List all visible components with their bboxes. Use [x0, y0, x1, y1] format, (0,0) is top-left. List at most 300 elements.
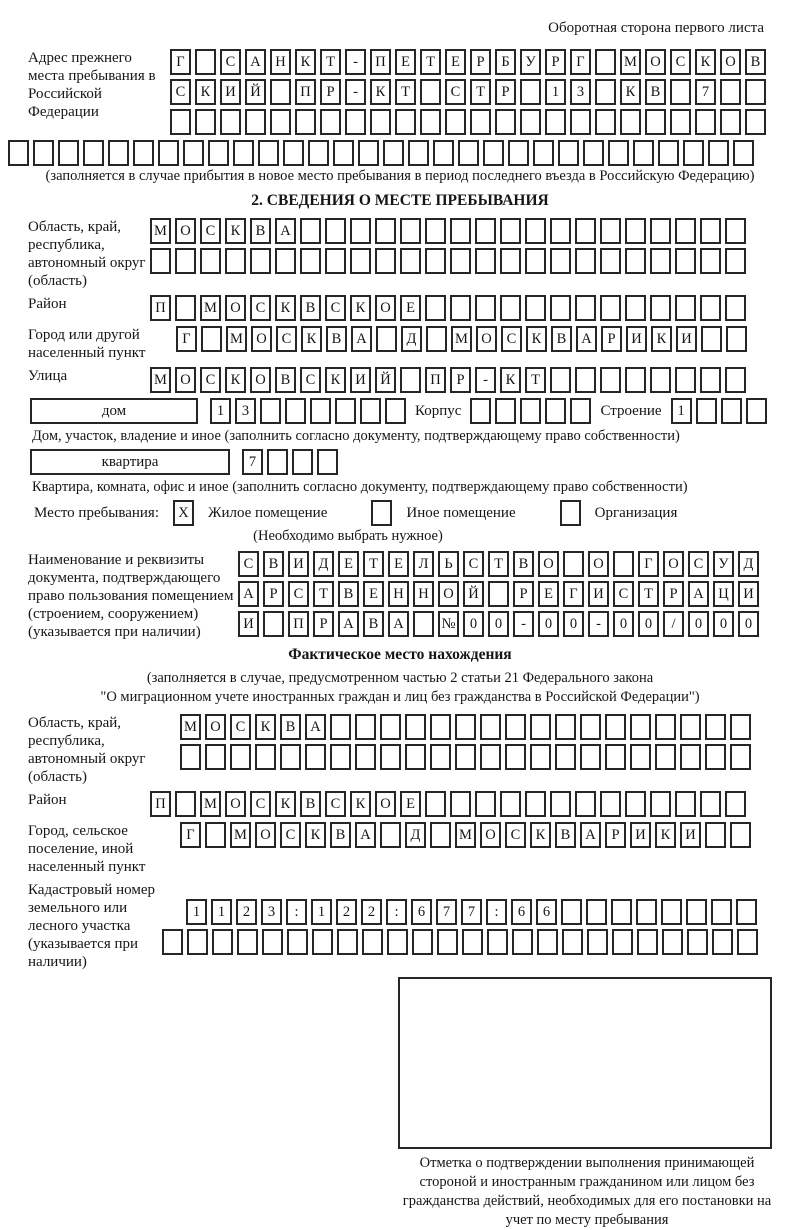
- char-cell[interactable]: [558, 140, 579, 166]
- char-cell[interactable]: [162, 929, 183, 955]
- char-cell[interactable]: [600, 295, 621, 321]
- char-cell[interactable]: 6: [511, 899, 532, 925]
- char-cell[interactable]: [295, 109, 316, 135]
- char-cell[interactable]: [708, 140, 729, 166]
- char-cell[interactable]: [450, 218, 471, 244]
- fact-gorod-row[interactable]: [180, 822, 751, 848]
- char-cell[interactable]: -: [588, 611, 609, 637]
- char-cell[interactable]: 0: [563, 611, 584, 637]
- char-cell[interactable]: [430, 714, 451, 740]
- char-cell[interactable]: [380, 744, 401, 770]
- char-cell[interactable]: [725, 248, 746, 274]
- char-cell[interactable]: [285, 398, 306, 424]
- dom-cells[interactable]: [210, 398, 406, 424]
- char-cell[interactable]: Г: [638, 551, 659, 577]
- char-cell[interactable]: [187, 929, 208, 955]
- char-cell[interactable]: [650, 248, 671, 274]
- char-cell[interactable]: И: [350, 367, 371, 393]
- char-cell[interactable]: [405, 714, 426, 740]
- char-cell[interactable]: В: [280, 714, 301, 740]
- char-cell[interactable]: [83, 140, 104, 166]
- char-cell[interactable]: [625, 367, 646, 393]
- char-cell[interactable]: [33, 140, 54, 166]
- char-cell[interactable]: Р: [605, 822, 626, 848]
- char-cell[interactable]: О: [175, 367, 196, 393]
- char-cell[interactable]: [320, 109, 341, 135]
- char-cell[interactable]: [562, 929, 583, 955]
- char-cell[interactable]: [195, 109, 216, 135]
- char-cell[interactable]: С: [325, 295, 346, 321]
- char-cell[interactable]: [437, 929, 458, 955]
- char-cell[interactable]: Г: [170, 49, 191, 75]
- char-cell[interactable]: [637, 929, 658, 955]
- ulitsa-row[interactable]: [150, 367, 746, 393]
- char-cell[interactable]: [525, 295, 546, 321]
- char-cell[interactable]: [175, 248, 196, 274]
- char-cell[interactable]: В: [263, 551, 284, 577]
- char-cell[interactable]: М: [226, 326, 247, 352]
- char-cell[interactable]: [275, 248, 296, 274]
- checkbox-inoe[interactable]: [371, 500, 392, 526]
- char-cell[interactable]: К: [275, 791, 296, 817]
- char-cell[interactable]: -: [475, 367, 496, 393]
- char-cell[interactable]: [520, 79, 541, 105]
- char-cell[interactable]: [700, 248, 721, 274]
- char-cell[interactable]: [705, 822, 726, 848]
- char-cell[interactable]: [700, 218, 721, 244]
- char-cell[interactable]: С: [688, 551, 709, 577]
- document-row-3[interactable]: [238, 611, 759, 637]
- char-cell[interactable]: М: [150, 367, 171, 393]
- char-cell[interactable]: [387, 929, 408, 955]
- char-cell[interactable]: [425, 248, 446, 274]
- char-cell[interactable]: [355, 714, 376, 740]
- char-cell[interactable]: 6: [536, 899, 557, 925]
- char-cell[interactable]: 1: [211, 899, 232, 925]
- char-cell[interactable]: Д: [738, 551, 759, 577]
- char-cell[interactable]: [625, 295, 646, 321]
- prev-address-row-1[interactable]: [170, 49, 766, 75]
- char-cell[interactable]: [650, 218, 671, 244]
- char-cell[interactable]: О: [480, 822, 501, 848]
- char-cell[interactable]: С: [170, 79, 191, 105]
- char-cell[interactable]: В: [645, 79, 666, 105]
- char-cell[interactable]: [550, 218, 571, 244]
- gorod-row[interactable]: [176, 326, 747, 352]
- char-cell[interactable]: 3: [570, 79, 591, 105]
- char-cell[interactable]: [455, 744, 476, 770]
- char-cell[interactable]: [133, 140, 154, 166]
- char-cell[interactable]: [470, 398, 491, 424]
- char-cell[interactable]: [675, 791, 696, 817]
- stroenie-cells[interactable]: [671, 398, 767, 424]
- char-cell[interactable]: К: [370, 79, 391, 105]
- char-cell[interactable]: И: [676, 326, 697, 352]
- char-cell[interactable]: [500, 218, 521, 244]
- char-cell[interactable]: [500, 791, 521, 817]
- char-cell[interactable]: [683, 140, 704, 166]
- char-cell[interactable]: [550, 248, 571, 274]
- char-cell[interactable]: [636, 899, 657, 925]
- char-cell[interactable]: М: [200, 791, 221, 817]
- char-cell[interactable]: [730, 822, 751, 848]
- char-cell[interactable]: 0: [688, 611, 709, 637]
- char-cell[interactable]: Р: [601, 326, 622, 352]
- char-cell[interactable]: [580, 714, 601, 740]
- char-cell[interactable]: А: [238, 581, 259, 607]
- char-cell[interactable]: [580, 744, 601, 770]
- char-cell[interactable]: [395, 109, 416, 135]
- char-cell[interactable]: [570, 398, 591, 424]
- char-cell[interactable]: [480, 714, 501, 740]
- char-cell[interactable]: С: [200, 218, 221, 244]
- char-cell[interactable]: Н: [413, 581, 434, 607]
- char-cell[interactable]: [725, 295, 746, 321]
- char-cell[interactable]: [280, 744, 301, 770]
- char-cell[interactable]: 0: [488, 611, 509, 637]
- char-cell[interactable]: [586, 899, 607, 925]
- char-cell[interactable]: Л: [413, 551, 434, 577]
- korpus-cells[interactable]: [470, 398, 591, 424]
- char-cell[interactable]: С: [220, 49, 241, 75]
- char-cell[interactable]: [300, 248, 321, 274]
- char-cell[interactable]: Р: [513, 581, 534, 607]
- char-cell[interactable]: [680, 744, 701, 770]
- char-cell[interactable]: [725, 218, 746, 244]
- char-cell[interactable]: М: [455, 822, 476, 848]
- char-cell[interactable]: [675, 218, 696, 244]
- char-cell[interactable]: Е: [400, 295, 421, 321]
- char-cell[interactable]: 1: [671, 398, 692, 424]
- char-cell[interactable]: [458, 140, 479, 166]
- char-cell[interactable]: [362, 929, 383, 955]
- fact-oblast-row-1[interactable]: [180, 714, 751, 740]
- char-cell[interactable]: [383, 140, 404, 166]
- char-cell[interactable]: [500, 248, 521, 274]
- char-cell[interactable]: [258, 140, 279, 166]
- char-cell[interactable]: [412, 929, 433, 955]
- char-cell[interactable]: [330, 714, 351, 740]
- char-cell[interactable]: О: [225, 791, 246, 817]
- char-cell[interactable]: [711, 899, 732, 925]
- char-cell[interactable]: [505, 714, 526, 740]
- char-cell[interactable]: [445, 109, 466, 135]
- char-cell[interactable]: [475, 248, 496, 274]
- char-cell[interactable]: В: [551, 326, 572, 352]
- char-cell[interactable]: О: [438, 581, 459, 607]
- char-cell[interactable]: [705, 714, 726, 740]
- char-cell[interactable]: А: [245, 49, 266, 75]
- char-cell[interactable]: [420, 79, 441, 105]
- char-cell[interactable]: В: [330, 822, 351, 848]
- char-cell[interactable]: П: [295, 79, 316, 105]
- char-cell[interactable]: О: [588, 551, 609, 577]
- char-cell[interactable]: [745, 79, 766, 105]
- char-cell[interactable]: И: [220, 79, 241, 105]
- char-cell[interactable]: С: [463, 551, 484, 577]
- char-cell[interactable]: [335, 398, 356, 424]
- char-cell[interactable]: О: [225, 295, 246, 321]
- char-cell[interactable]: [620, 109, 641, 135]
- char-cell[interactable]: [720, 109, 741, 135]
- char-cell[interactable]: [325, 218, 346, 244]
- char-cell[interactable]: [312, 929, 333, 955]
- char-cell[interactable]: [595, 49, 616, 75]
- char-cell[interactable]: [180, 744, 201, 770]
- char-cell[interactable]: [400, 248, 421, 274]
- char-cell[interactable]: [705, 744, 726, 770]
- char-cell[interactable]: [385, 398, 406, 424]
- char-cell[interactable]: [305, 744, 326, 770]
- char-cell[interactable]: 0: [638, 611, 659, 637]
- char-cell[interactable]: К: [225, 367, 246, 393]
- char-cell[interactable]: О: [250, 367, 271, 393]
- char-cell[interactable]: Р: [545, 49, 566, 75]
- char-cell[interactable]: О: [205, 714, 226, 740]
- char-cell[interactable]: [425, 218, 446, 244]
- char-cell[interactable]: [175, 295, 196, 321]
- char-cell[interactable]: В: [555, 822, 576, 848]
- char-cell[interactable]: [260, 398, 281, 424]
- char-cell[interactable]: Р: [313, 611, 334, 637]
- char-cell[interactable]: [625, 791, 646, 817]
- char-cell[interactable]: [530, 744, 551, 770]
- char-cell[interactable]: [600, 218, 621, 244]
- char-cell[interactable]: С: [505, 822, 526, 848]
- char-cell[interactable]: И: [288, 551, 309, 577]
- char-cell[interactable]: [262, 929, 283, 955]
- char-cell[interactable]: :: [486, 899, 507, 925]
- char-cell[interactable]: [430, 822, 451, 848]
- char-cell[interactable]: [550, 367, 571, 393]
- prev-address-row-4[interactable]: [8, 140, 792, 166]
- kvartira-cells[interactable]: [242, 449, 338, 475]
- char-cell[interactable]: 1: [311, 899, 332, 925]
- char-cell[interactable]: [701, 326, 722, 352]
- char-cell[interactable]: П: [370, 49, 391, 75]
- char-cell[interactable]: 7: [242, 449, 263, 475]
- char-cell[interactable]: [233, 140, 254, 166]
- char-cell[interactable]: [450, 248, 471, 274]
- char-cell[interactable]: №: [438, 611, 459, 637]
- char-cell[interactable]: [730, 744, 751, 770]
- char-cell[interactable]: И: [738, 581, 759, 607]
- char-cell[interactable]: М: [150, 218, 171, 244]
- char-cell[interactable]: [555, 714, 576, 740]
- char-cell[interactable]: О: [255, 822, 276, 848]
- char-cell[interactable]: [550, 295, 571, 321]
- char-cell[interactable]: Е: [445, 49, 466, 75]
- char-cell[interactable]: О: [175, 218, 196, 244]
- char-cell[interactable]: [537, 929, 558, 955]
- char-cell[interactable]: М: [230, 822, 251, 848]
- char-cell[interactable]: К: [301, 326, 322, 352]
- char-cell[interactable]: К: [195, 79, 216, 105]
- char-cell[interactable]: [625, 218, 646, 244]
- char-cell[interactable]: 0: [613, 611, 634, 637]
- char-cell[interactable]: П: [150, 295, 171, 321]
- char-cell[interactable]: [480, 744, 501, 770]
- char-cell[interactable]: [575, 791, 596, 817]
- char-cell[interactable]: [545, 109, 566, 135]
- char-cell[interactable]: Р: [470, 49, 491, 75]
- char-cell[interactable]: [675, 295, 696, 321]
- char-cell[interactable]: Г: [180, 822, 201, 848]
- char-cell[interactable]: [563, 551, 584, 577]
- char-cell[interactable]: К: [225, 218, 246, 244]
- char-cell[interactable]: [433, 140, 454, 166]
- char-cell[interactable]: С: [501, 326, 522, 352]
- char-cell[interactable]: [380, 714, 401, 740]
- char-cell[interactable]: О: [476, 326, 497, 352]
- char-cell[interactable]: [670, 109, 691, 135]
- char-cell[interactable]: [283, 140, 304, 166]
- char-cell[interactable]: Т: [638, 581, 659, 607]
- char-cell[interactable]: И: [238, 611, 259, 637]
- char-cell[interactable]: А: [275, 218, 296, 244]
- char-cell[interactable]: И: [626, 326, 647, 352]
- char-cell[interactable]: [150, 248, 171, 274]
- char-cell[interactable]: [530, 714, 551, 740]
- char-cell[interactable]: В: [300, 791, 321, 817]
- char-cell[interactable]: К: [651, 326, 672, 352]
- char-cell[interactable]: [680, 714, 701, 740]
- char-cell[interactable]: [375, 218, 396, 244]
- char-cell[interactable]: [520, 109, 541, 135]
- char-cell[interactable]: О: [251, 326, 272, 352]
- char-cell[interactable]: [525, 218, 546, 244]
- char-cell[interactable]: [605, 714, 626, 740]
- char-cell[interactable]: [237, 929, 258, 955]
- char-cell[interactable]: [725, 791, 746, 817]
- char-cell[interactable]: [245, 109, 266, 135]
- char-cell[interactable]: Т: [420, 49, 441, 75]
- char-cell[interactable]: [310, 398, 331, 424]
- char-cell[interactable]: К: [500, 367, 521, 393]
- char-cell[interactable]: [746, 398, 767, 424]
- char-cell[interactable]: [587, 929, 608, 955]
- raion-row[interactable]: [150, 295, 746, 321]
- char-cell[interactable]: 3: [261, 899, 282, 925]
- char-cell[interactable]: [376, 326, 397, 352]
- kadastr-row-1[interactable]: [186, 899, 758, 925]
- char-cell[interactable]: [183, 140, 204, 166]
- char-cell[interactable]: У: [520, 49, 541, 75]
- char-cell[interactable]: [317, 449, 338, 475]
- char-cell[interactable]: [612, 929, 633, 955]
- char-cell[interactable]: К: [295, 49, 316, 75]
- char-cell[interactable]: [405, 744, 426, 770]
- char-cell[interactable]: [413, 611, 434, 637]
- char-cell[interactable]: [675, 248, 696, 274]
- char-cell[interactable]: [595, 79, 616, 105]
- char-cell[interactable]: В: [338, 581, 359, 607]
- char-cell[interactable]: [670, 79, 691, 105]
- char-cell[interactable]: А: [355, 822, 376, 848]
- char-cell[interactable]: 2: [336, 899, 357, 925]
- char-cell[interactable]: К: [275, 295, 296, 321]
- char-cell[interactable]: Б: [495, 49, 516, 75]
- char-cell[interactable]: :: [286, 899, 307, 925]
- char-cell[interactable]: М: [200, 295, 221, 321]
- char-cell[interactable]: [575, 295, 596, 321]
- char-cell[interactable]: П: [288, 611, 309, 637]
- char-cell[interactable]: С: [288, 581, 309, 607]
- char-cell[interactable]: [200, 248, 221, 274]
- char-cell[interactable]: Р: [320, 79, 341, 105]
- char-cell[interactable]: [292, 449, 313, 475]
- char-cell[interactable]: Г: [570, 49, 591, 75]
- char-cell[interactable]: [655, 714, 676, 740]
- char-cell[interactable]: [475, 791, 496, 817]
- fact-raion-row[interactable]: [150, 791, 746, 817]
- char-cell[interactable]: [345, 109, 366, 135]
- char-cell[interactable]: [720, 79, 741, 105]
- char-cell[interactable]: Н: [270, 49, 291, 75]
- char-cell[interactable]: [333, 140, 354, 166]
- char-cell[interactable]: С: [613, 581, 634, 607]
- char-cell[interactable]: Е: [388, 551, 409, 577]
- char-cell[interactable]: [613, 551, 634, 577]
- char-cell[interactable]: Т: [320, 49, 341, 75]
- char-cell[interactable]: [661, 899, 682, 925]
- char-cell[interactable]: [561, 899, 582, 925]
- char-cell[interactable]: [525, 248, 546, 274]
- char-cell[interactable]: Ь: [438, 551, 459, 577]
- char-cell[interactable]: О: [663, 551, 684, 577]
- char-cell[interactable]: И: [630, 822, 651, 848]
- char-cell[interactable]: [495, 109, 516, 135]
- char-cell[interactable]: К: [655, 822, 676, 848]
- char-cell[interactable]: И: [680, 822, 701, 848]
- char-cell[interactable]: [483, 140, 504, 166]
- char-cell[interactable]: 1: [186, 899, 207, 925]
- char-cell[interactable]: Г: [563, 581, 584, 607]
- char-cell[interactable]: К: [325, 367, 346, 393]
- char-cell[interactable]: [611, 899, 632, 925]
- char-cell[interactable]: [430, 744, 451, 770]
- char-cell[interactable]: Р: [263, 581, 284, 607]
- char-cell[interactable]: [358, 140, 379, 166]
- char-cell[interactable]: И: [588, 581, 609, 607]
- char-cell[interactable]: А: [688, 581, 709, 607]
- char-cell[interactable]: 7: [436, 899, 457, 925]
- char-cell[interactable]: [570, 109, 591, 135]
- char-cell[interactable]: [505, 744, 526, 770]
- char-cell[interactable]: [630, 744, 651, 770]
- char-cell[interactable]: С: [276, 326, 297, 352]
- document-row-1[interactable]: [238, 551, 759, 577]
- char-cell[interactable]: Й: [463, 581, 484, 607]
- char-cell[interactable]: [575, 248, 596, 274]
- char-cell[interactable]: [633, 140, 654, 166]
- char-cell[interactable]: В: [300, 295, 321, 321]
- char-cell[interactable]: [686, 899, 707, 925]
- char-cell[interactable]: Д: [313, 551, 334, 577]
- prev-address-row-3[interactable]: [170, 109, 766, 135]
- char-cell[interactable]: Т: [525, 367, 546, 393]
- char-cell[interactable]: 3: [235, 398, 256, 424]
- char-cell[interactable]: [195, 49, 216, 75]
- char-cell[interactable]: Т: [363, 551, 384, 577]
- char-cell[interactable]: С: [300, 367, 321, 393]
- char-cell[interactable]: П: [425, 367, 446, 393]
- char-cell[interactable]: [583, 140, 604, 166]
- char-cell[interactable]: [700, 791, 721, 817]
- oblast-row-1[interactable]: [150, 218, 746, 244]
- char-cell[interactable]: В: [250, 218, 271, 244]
- checkbox-organizatsiya[interactable]: [560, 500, 581, 526]
